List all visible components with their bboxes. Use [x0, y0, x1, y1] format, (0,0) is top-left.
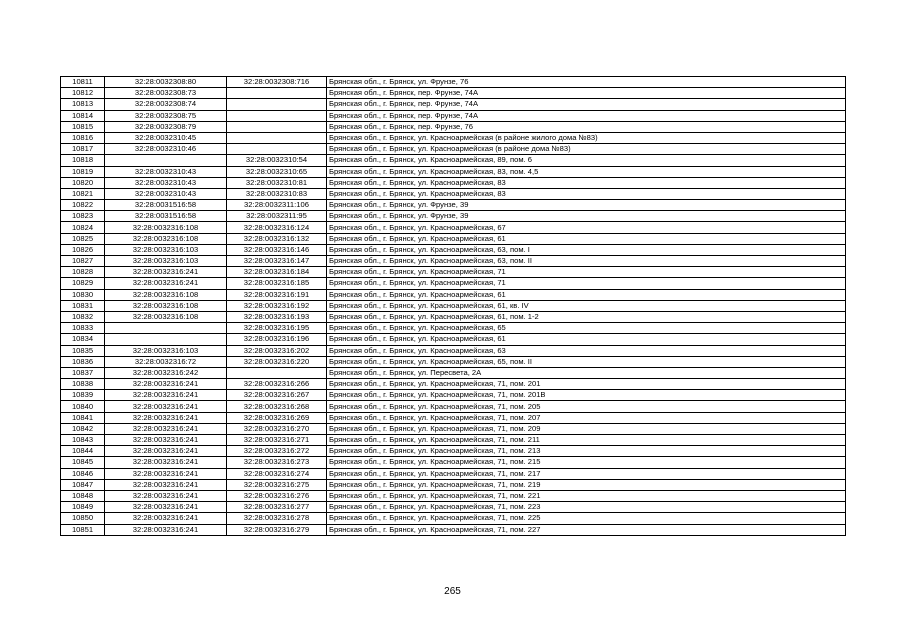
- record-number-cell: 10816: [61, 132, 105, 143]
- record-number-cell: 10846: [61, 468, 105, 479]
- record-number-cell: 10849: [61, 502, 105, 513]
- address-cell: Брянская обл., г. Брянск, пер. Фрунзе, 74А: [327, 110, 846, 121]
- record-number-cell: 10833: [61, 323, 105, 334]
- object-cadastral-number-cell: 32:28:0032316:220: [227, 356, 327, 367]
- property-registry-table: [60, 76, 846, 536]
- record-number-cell: 10813: [61, 99, 105, 110]
- land-cadastral-number-cell: 32:28:0032316:241: [105, 457, 227, 468]
- object-cadastral-number-cell: 32:28:0032310:54: [227, 155, 327, 166]
- object-cadastral-number-cell: 32:28:0032316:272: [227, 446, 327, 457]
- address-cell: Брянская обл., г. Брянск, ул. Красноармейская, 61, пом. 1-2: [327, 311, 846, 322]
- address-cell: Брянская обл., г. Брянск, ул. Красноармейская, 71, пом. 205: [327, 401, 846, 412]
- record-number-cell: 10848: [61, 490, 105, 501]
- object-cadastral-number-cell: 32:28:0032316:196: [227, 334, 327, 345]
- address-cell: Брянская обл., г. Брянск, ул. Красноармейская (в районе жилого дома №83): [327, 132, 846, 143]
- record-number-cell: 10815: [61, 121, 105, 132]
- table-row: [61, 446, 846, 457]
- record-number-cell: 10831: [61, 300, 105, 311]
- object-cadastral-number-cell: 32:28:0032310:81: [227, 177, 327, 188]
- address-cell: Брянская обл., г. Брянск, ул. Красноармейская, 61: [327, 233, 846, 244]
- object-cadastral-number-cell: 32:28:0032316:147: [227, 256, 327, 267]
- table-row: [61, 323, 846, 334]
- object-cadastral-number-cell: [227, 144, 327, 155]
- address-cell: Брянская обл., г. Брянск, ул. Красноармейская, 67: [327, 222, 846, 233]
- table-row: [61, 200, 846, 211]
- record-number-cell: 10812: [61, 88, 105, 99]
- object-cadastral-number-cell: [227, 88, 327, 99]
- record-number-cell: 10828: [61, 267, 105, 278]
- page-number: 265: [444, 586, 461, 597]
- land-cadastral-number-cell: 32:28:0032316:241: [105, 513, 227, 524]
- address-cell: Брянская обл., г. Брянск, ул. Красноармейская, 83, пом. 4,5: [327, 166, 846, 177]
- land-cadastral-number-cell: 32:28:0032316:241: [105, 267, 227, 278]
- land-cadastral-number-cell: 32:28:0032308:73: [105, 88, 227, 99]
- land-cadastral-number-cell: 32:28:0032316:108: [105, 300, 227, 311]
- registry-table-body: [61, 77, 846, 536]
- table-row: [61, 390, 846, 401]
- record-number-cell: 10821: [61, 188, 105, 199]
- address-cell: Брянская обл., г. Брянск, ул. Красноармейская, 71, пом. 215: [327, 457, 846, 468]
- table-row: [61, 110, 846, 121]
- address-cell: Брянская обл., г. Брянск, ул. Красноармейская, 61: [327, 289, 846, 300]
- land-cadastral-number-cell: 32:28:0032316:241: [105, 401, 227, 412]
- object-cadastral-number-cell: [227, 121, 327, 132]
- address-cell: Брянская обл., г. Брянск, ул. Красноармейская, 71, пом. 227: [327, 524, 846, 535]
- table-row: [61, 524, 846, 535]
- object-cadastral-number-cell: 32:28:0032316:124: [227, 222, 327, 233]
- object-cadastral-number-cell: 32:28:0032311:95: [227, 211, 327, 222]
- land-cadastral-number-cell: [105, 323, 227, 334]
- land-cadastral-number-cell: 32:28:0032316:108: [105, 222, 227, 233]
- table-row: [61, 502, 846, 513]
- table-row: [61, 256, 846, 267]
- land-cadastral-number-cell: 32:28:0032316:241: [105, 490, 227, 501]
- table-row: [61, 144, 846, 155]
- land-cadastral-number-cell: 32:28:0032316:241: [105, 379, 227, 390]
- land-cadastral-number-cell: [105, 155, 227, 166]
- address-cell: Брянская обл., г. Брянск, ул. Красноармейская, 71, пом. 223: [327, 502, 846, 513]
- record-number-cell: 10842: [61, 423, 105, 434]
- address-cell: Брянская обл., г. Брянск, ул. Фрунзе, 39: [327, 211, 846, 222]
- table-row: [61, 166, 846, 177]
- land-cadastral-number-cell: 32:28:0032310:43: [105, 188, 227, 199]
- land-cadastral-number-cell: 32:28:0032316:241: [105, 278, 227, 289]
- object-cadastral-number-cell: 32:28:0032310:65: [227, 166, 327, 177]
- land-cadastral-number-cell: 32:28:0032316:103: [105, 345, 227, 356]
- record-number-cell: 10832: [61, 311, 105, 322]
- address-cell: Брянская обл., г. Брянск, ул. Красноармейская, 71, пом. 201В: [327, 390, 846, 401]
- address-cell: Брянская обл., г. Брянск, ул. Красноармейская (в районе дома №83): [327, 144, 846, 155]
- land-cadastral-number-cell: 32:28:0032316:241: [105, 446, 227, 457]
- table-row: [61, 490, 846, 501]
- object-cadastral-number-cell: 32:28:0032316:266: [227, 379, 327, 390]
- land-cadastral-number-cell: 32:28:0032316:103: [105, 256, 227, 267]
- address-cell: Брянская обл., г. Брянск, ул. Красноармейская, 63, пом. I: [327, 244, 846, 255]
- table-row: [61, 379, 846, 390]
- record-number-cell: 10826: [61, 244, 105, 255]
- record-number-cell: 10843: [61, 435, 105, 446]
- address-cell: Брянская обл., г. Брянск, ул. Красноармейская, 65, пом. II: [327, 356, 846, 367]
- address-cell: Брянская обл., г. Брянск, ул. Красноармейская, 89, пом. 6: [327, 155, 846, 166]
- record-number-cell: 10847: [61, 479, 105, 490]
- record-number-cell: 10819: [61, 166, 105, 177]
- record-number-cell: 10850: [61, 513, 105, 524]
- address-cell: Брянская обл., г. Брянск, ул. Фрунзе, 39: [327, 200, 846, 211]
- table-row: [61, 513, 846, 524]
- record-number-cell: 10829: [61, 278, 105, 289]
- object-cadastral-number-cell: 32:28:0032316:193: [227, 311, 327, 322]
- address-cell: Брянская обл., г. Брянск, ул. Красноармейская, 63, пом. II: [327, 256, 846, 267]
- object-cadastral-number-cell: 32:28:0032316:267: [227, 390, 327, 401]
- land-cadastral-number-cell: 32:28:0032316:108: [105, 289, 227, 300]
- object-cadastral-number-cell: [227, 367, 327, 378]
- table-row: [61, 356, 846, 367]
- address-cell: Брянская обл., г. Брянск, ул. Красноармейская, 71, пом. 207: [327, 412, 846, 423]
- table-row: [61, 479, 846, 490]
- land-cadastral-number-cell: 32:28:0032316:108: [105, 233, 227, 244]
- record-number-cell: 10838: [61, 379, 105, 390]
- land-cadastral-number-cell: 32:28:0032316:241: [105, 502, 227, 513]
- address-cell: Брянская обл., г. Брянск, ул. Красноармейская, 83: [327, 177, 846, 188]
- record-number-cell: 10851: [61, 524, 105, 535]
- table-row: [61, 88, 846, 99]
- record-number-cell: 10820: [61, 177, 105, 188]
- table-row: [61, 468, 846, 479]
- address-cell: Брянская обл., г. Брянск, ул. Красноармейская, 71, пом. 221: [327, 490, 846, 501]
- land-cadastral-number-cell: 32:28:0032316:108: [105, 311, 227, 322]
- object-cadastral-number-cell: 32:28:0032316:202: [227, 345, 327, 356]
- address-cell: Брянская обл., г. Брянск, ул. Красноармейская, 71, пом. 209: [327, 423, 846, 434]
- land-cadastral-number-cell: 32:28:0032308:80: [105, 77, 227, 88]
- record-number-cell: 10822: [61, 200, 105, 211]
- address-cell: Брянская обл., г. Брянск, ул. Красноармейская, 71, пом. 201: [327, 379, 846, 390]
- address-cell: Брянская обл., г. Брянск, ул. Красноармейская, 71, пом. 213: [327, 446, 846, 457]
- table-row: [61, 300, 846, 311]
- table-row: [61, 177, 846, 188]
- land-cadastral-number-cell: 32:28:0032316:72: [105, 356, 227, 367]
- table-row: [61, 132, 846, 143]
- table-row: [61, 423, 846, 434]
- object-cadastral-number-cell: 32:28:0032316:184: [227, 267, 327, 278]
- object-cadastral-number-cell: 32:28:0032316:146: [227, 244, 327, 255]
- object-cadastral-number-cell: 32:28:0032316:270: [227, 423, 327, 434]
- land-cadastral-number-cell: 32:28:0031516:58: [105, 200, 227, 211]
- table-row: [61, 334, 846, 345]
- land-cadastral-number-cell: 32:28:0032316:241: [105, 435, 227, 446]
- object-cadastral-number-cell: 32:28:0032310:83: [227, 188, 327, 199]
- table-row: [61, 155, 846, 166]
- record-number-cell: 10811: [61, 77, 105, 88]
- record-number-cell: 10839: [61, 390, 105, 401]
- table-row: [61, 401, 846, 412]
- object-cadastral-number-cell: 32:28:0032316:275: [227, 479, 327, 490]
- record-number-cell: 10818: [61, 155, 105, 166]
- object-cadastral-number-cell: 32:28:0032316:271: [227, 435, 327, 446]
- record-number-cell: 10836: [61, 356, 105, 367]
- object-cadastral-number-cell: 32:28:0032316:276: [227, 490, 327, 501]
- address-cell: Брянская обл., г. Брянск, ул. Красноармейская, 71: [327, 267, 846, 278]
- record-number-cell: 10841: [61, 412, 105, 423]
- record-number-cell: 10823: [61, 211, 105, 222]
- land-cadastral-number-cell: 32:28:0032316:242: [105, 367, 227, 378]
- land-cadastral-number-cell: [105, 334, 227, 345]
- address-cell: Брянская обл., г. Брянск, ул. Красноармейская, 71: [327, 278, 846, 289]
- record-number-cell: 10825: [61, 233, 105, 244]
- object-cadastral-number-cell: 32:28:0032316:278: [227, 513, 327, 524]
- address-cell: Брянская обл., г. Брянск, ул. Фрунзе, 76: [327, 77, 846, 88]
- object-cadastral-number-cell: 32:28:0032316:274: [227, 468, 327, 479]
- record-number-cell: 10830: [61, 289, 105, 300]
- table-row: [61, 367, 846, 378]
- record-number-cell: 10827: [61, 256, 105, 267]
- record-number-cell: 10834: [61, 334, 105, 345]
- land-cadastral-number-cell: 32:28:0031516:58: [105, 211, 227, 222]
- object-cadastral-number-cell: 32:28:0032316:185: [227, 278, 327, 289]
- land-cadastral-number-cell: 32:28:0032316:103: [105, 244, 227, 255]
- table-row: [61, 457, 846, 468]
- object-cadastral-number-cell: [227, 132, 327, 143]
- table-row: [61, 188, 846, 199]
- table-row: [61, 244, 846, 255]
- address-cell: Брянская обл., г. Брянск, пер. Фрунзе, 74А: [327, 88, 846, 99]
- land-cadastral-number-cell: 32:28:0032310:46: [105, 144, 227, 155]
- record-number-cell: 10837: [61, 367, 105, 378]
- object-cadastral-number-cell: 32:28:0032316:132: [227, 233, 327, 244]
- land-cadastral-number-cell: 32:28:0032308:75: [105, 110, 227, 121]
- address-cell: Брянская обл., г. Брянск, ул. Красноармейская, 71, пом. 217: [327, 468, 846, 479]
- land-cadastral-number-cell: 32:28:0032308:79: [105, 121, 227, 132]
- land-cadastral-number-cell: 32:28:0032316:241: [105, 524, 227, 535]
- record-number-cell: 10840: [61, 401, 105, 412]
- address-cell: Брянская обл., г. Брянск, ул. Красноармейская, 61, кв. IV: [327, 300, 846, 311]
- object-cadastral-number-cell: 32:28:0032316:273: [227, 457, 327, 468]
- table-row: [61, 311, 846, 322]
- record-number-cell: 10844: [61, 446, 105, 457]
- table-row: [61, 211, 846, 222]
- record-number-cell: 10814: [61, 110, 105, 121]
- record-number-cell: 10835: [61, 345, 105, 356]
- table-row: [61, 412, 846, 423]
- land-cadastral-number-cell: 32:28:0032316:241: [105, 412, 227, 423]
- object-cadastral-number-cell: 32:28:0032316:192: [227, 300, 327, 311]
- land-cadastral-number-cell: 32:28:0032310:43: [105, 177, 227, 188]
- address-cell: Брянская обл., г. Брянск, ул. Красноармейская, 65: [327, 323, 846, 334]
- object-cadastral-number-cell: 32:28:0032316:191: [227, 289, 327, 300]
- address-cell: Брянская обл., г. Брянск, ул. Красноармейская, 61: [327, 334, 846, 345]
- address-cell: Брянская обл., г. Брянск, пер. Фрунзе, 74А: [327, 99, 846, 110]
- object-cadastral-number-cell: 32:28:0032311:106: [227, 200, 327, 211]
- address-cell: Брянская обл., г. Брянск, ул. Красноармейская, 63: [327, 345, 846, 356]
- table-row: [61, 99, 846, 110]
- table-row: [61, 121, 846, 132]
- land-cadastral-number-cell: 32:28:0032316:241: [105, 479, 227, 490]
- object-cadastral-number-cell: [227, 110, 327, 121]
- address-cell: Брянская обл., г. Брянск, ул. Красноармейская, 71, пом. 219: [327, 479, 846, 490]
- record-number-cell: 10845: [61, 457, 105, 468]
- land-cadastral-number-cell: 32:28:0032316:241: [105, 390, 227, 401]
- land-cadastral-number-cell: 32:28:0032310:45: [105, 132, 227, 143]
- land-cadastral-number-cell: 32:28:0032316:241: [105, 423, 227, 434]
- object-cadastral-number-cell: 32:28:0032316:279: [227, 524, 327, 535]
- table-row: [61, 278, 846, 289]
- object-cadastral-number-cell: 32:28:0032316:277: [227, 502, 327, 513]
- record-number-cell: 10824: [61, 222, 105, 233]
- land-cadastral-number-cell: 32:28:0032316:241: [105, 468, 227, 479]
- table-row: [61, 77, 846, 88]
- object-cadastral-number-cell: 32:28:0032316:268: [227, 401, 327, 412]
- object-cadastral-number-cell: 32:28:0032316:195: [227, 323, 327, 334]
- address-cell: Брянская обл., г. Брянск, ул. Пересвета, 2А: [327, 367, 846, 378]
- object-cadastral-number-cell: [227, 99, 327, 110]
- object-cadastral-number-cell: 32:28:0032308:716: [227, 77, 327, 88]
- address-cell: Брянская обл., г. Брянск, ул. Красноармейская, 83: [327, 188, 846, 199]
- land-cadastral-number-cell: 32:28:0032310:43: [105, 166, 227, 177]
- table-row: [61, 222, 846, 233]
- table-row: [61, 267, 846, 278]
- table-row: [61, 345, 846, 356]
- land-cadastral-number-cell: 32:28:0032308:74: [105, 99, 227, 110]
- address-cell: Брянская обл., г. Брянск, ул. Красноармейская, 71, пом. 225: [327, 513, 846, 524]
- table-row: [61, 289, 846, 300]
- table-row: [61, 233, 846, 244]
- object-cadastral-number-cell: 32:28:0032316:269: [227, 412, 327, 423]
- table-row: [61, 435, 846, 446]
- record-number-cell: 10817: [61, 144, 105, 155]
- address-cell: Брянская обл., г. Брянск, ул. Красноармейская, 71, пом. 211: [327, 435, 846, 446]
- address-cell: Брянская обл., г. Брянск, пер. Фрунзе, 76: [327, 121, 846, 132]
